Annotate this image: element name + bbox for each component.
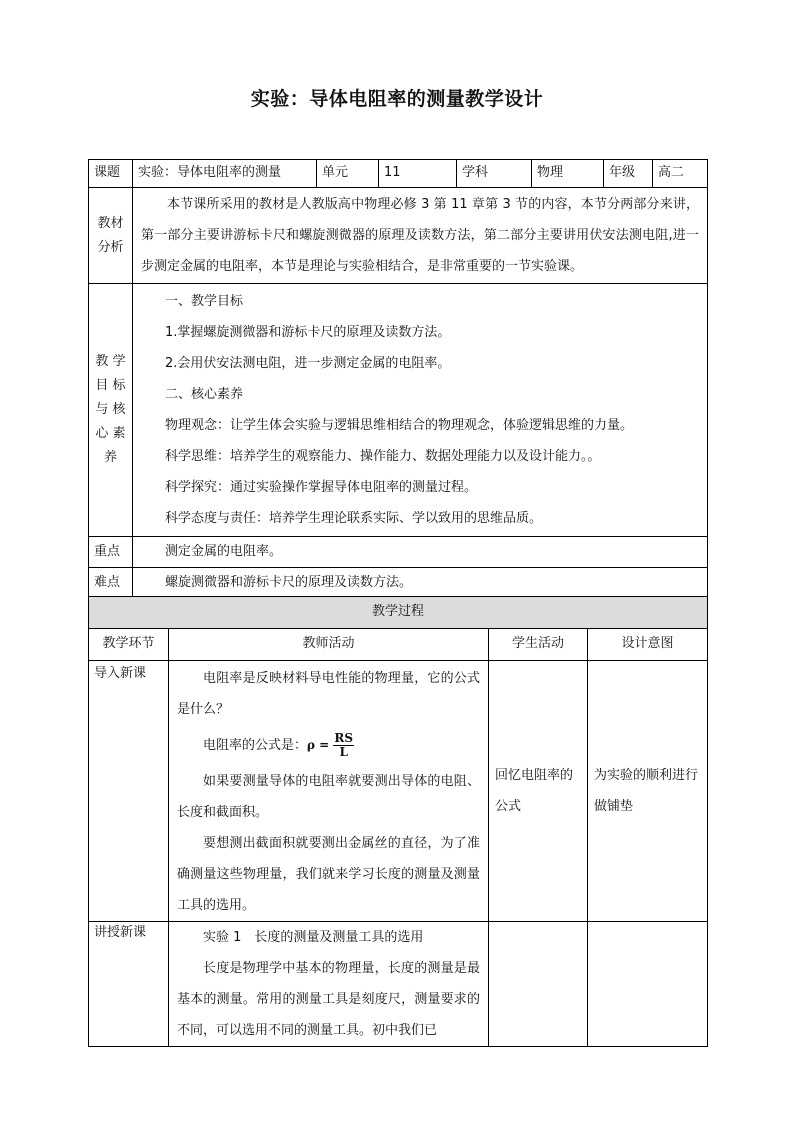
- lecture-student-activity: [489, 922, 588, 1047]
- info-table: [88, 159, 708, 599]
- key-point-label: 重点: [89, 537, 133, 568]
- objectives-label-line: 养: [103, 450, 117, 465]
- textbook-paragraph: 本节课所采用的教材是人教版高中物理必修 3 第 11 章第 3 节的内容，本节分两部分来讲，第一部分主要讲游标卡尺和螺旋测微器的原理及读数方法，第二部分主要讲用伏安法测电阻,进一步测定金属的电阻率，本节是理论与实验相结合，是非常重要的一节实验课。: [141, 197, 699, 274]
- process-columns-row: [89, 629, 708, 661]
- objectives-label-line: 目 标: [95, 378, 126, 393]
- objective-item: 1.掌握螺旋测微器和游标卡尺的原理及读数方法。: [165, 325, 451, 340]
- objectives-label-line: 心 素: [95, 426, 126, 441]
- difficulty-text: 螺旋测微器和游标卡尺的原理及读数方法。: [133, 568, 708, 599]
- difficulty-row: [89, 568, 708, 599]
- process-header-row: [89, 597, 708, 629]
- intro-design-intent: [588, 661, 708, 922]
- lecture-stage-label: 讲授新课: [94, 925, 147, 940]
- intro-paragraph: 电阻率是反映材料导电性能的物理量，它的公式是什么？: [177, 671, 480, 717]
- core-literacy-item: 物理观念：让学生体会实验与逻辑思维相结合的物理观念，体验逻辑思维的力量。: [165, 418, 634, 433]
- core-literacy-item: 科学探究：通过实验操作掌握导体电阻率的测量过程。: [165, 480, 478, 495]
- objectives-row: [89, 284, 708, 537]
- topic-value: 实验：导体电阻率的测量: [133, 160, 317, 188]
- column-header: 学生活动: [489, 629, 588, 661]
- intro-student-text: 回忆电阻率的公式: [495, 768, 574, 814]
- textbook-label-line2: 分析: [97, 239, 124, 255]
- process-table: [88, 596, 708, 1047]
- subject-value: 物理: [532, 160, 604, 188]
- objectives-content: [133, 284, 708, 537]
- intro-intent-text: 为实验的顺利进行做铺垫: [594, 768, 699, 814]
- lecture-teacher-activity: [169, 922, 489, 1047]
- formula-denominator: L: [339, 745, 348, 759]
- formula-lhs: ρ =: [307, 738, 330, 752]
- grade-label: 年级: [604, 160, 653, 188]
- column-header: 教学环节: [89, 629, 169, 661]
- textbook-row: [89, 188, 708, 284]
- formula-numerator: RS: [334, 731, 354, 745]
- key-point-row: [89, 537, 708, 568]
- intro-teacher-activity: [169, 661, 489, 922]
- core-literacy-item: 科学思维：培养学生的观察能力、操作能力、数据处理能力以及设计能力。。: [165, 449, 601, 464]
- textbook-label-line1: 教材: [97, 215, 124, 231]
- textbook-label: [89, 188, 133, 284]
- intro-stage: [89, 661, 169, 922]
- intro-paragraph: 要想测出截面积就要测出金属丝的直径，为了准确测量这些物理量，我们就来学习长度的测量及测量工具的选用。: [177, 836, 480, 913]
- objectives-label: [89, 284, 133, 537]
- core-literacy-heading: 二、核心素养: [165, 387, 244, 402]
- formula-line: [169, 725, 488, 766]
- header-row: [89, 160, 708, 188]
- process-header: 教学过程: [89, 597, 708, 629]
- unit-label: 单元: [317, 160, 379, 188]
- formula-prefix: 电阻率的公式是：: [203, 738, 308, 753]
- page-title: 实验：导体电阻率的测量教学设计: [250, 88, 544, 110]
- objectives-heading: 一、教学目标: [165, 294, 244, 309]
- column-header: 设计意图: [588, 629, 708, 661]
- textbook-text: [133, 188, 708, 284]
- intro-paragraph: 如果要测量导体的电阻率就要测出导体的电阻、长度和截面积。: [177, 774, 480, 820]
- intro-row: [89, 661, 708, 922]
- grade-value: 高二: [653, 160, 708, 188]
- difficulty-label: 难点: [89, 568, 133, 599]
- intro-student-activity: [489, 661, 588, 922]
- objectives-label-line: 与 核: [95, 402, 126, 417]
- column-header: 教师活动: [169, 629, 489, 661]
- key-point-text: 测定金属的电阻率。: [133, 537, 708, 568]
- resistivity-formula: [333, 732, 354, 759]
- objectives-label-line: 教 学: [95, 354, 126, 369]
- subject-label: 学科: [457, 160, 532, 188]
- topic-label: 课题: [89, 160, 133, 188]
- lecture-paragraph: 长度是物理学中基本的物理量，长度的测量是最基本的测量。常用的测量工具是刻度尺，测量要求的不同，可以选用不同的测量工具。初中我们已: [177, 961, 480, 1038]
- objective-item: 2.会用伏安法测电阻，进一步测定金属的电阻率。: [165, 356, 451, 371]
- lecture-design-intent: [588, 922, 708, 1047]
- lecture-paragraph: 实验 1 长度的测量及测量工具的选用: [203, 930, 424, 945]
- intro-stage-label: 导入新课: [94, 666, 147, 681]
- core-literacy-item: 科学态度与责任：培养学生理论联系实际、学以致用的思维品质。: [165, 511, 543, 526]
- lecture-stage: [89, 922, 169, 1047]
- unit-value: 11: [379, 160, 457, 188]
- lecture-row: [89, 922, 708, 1047]
